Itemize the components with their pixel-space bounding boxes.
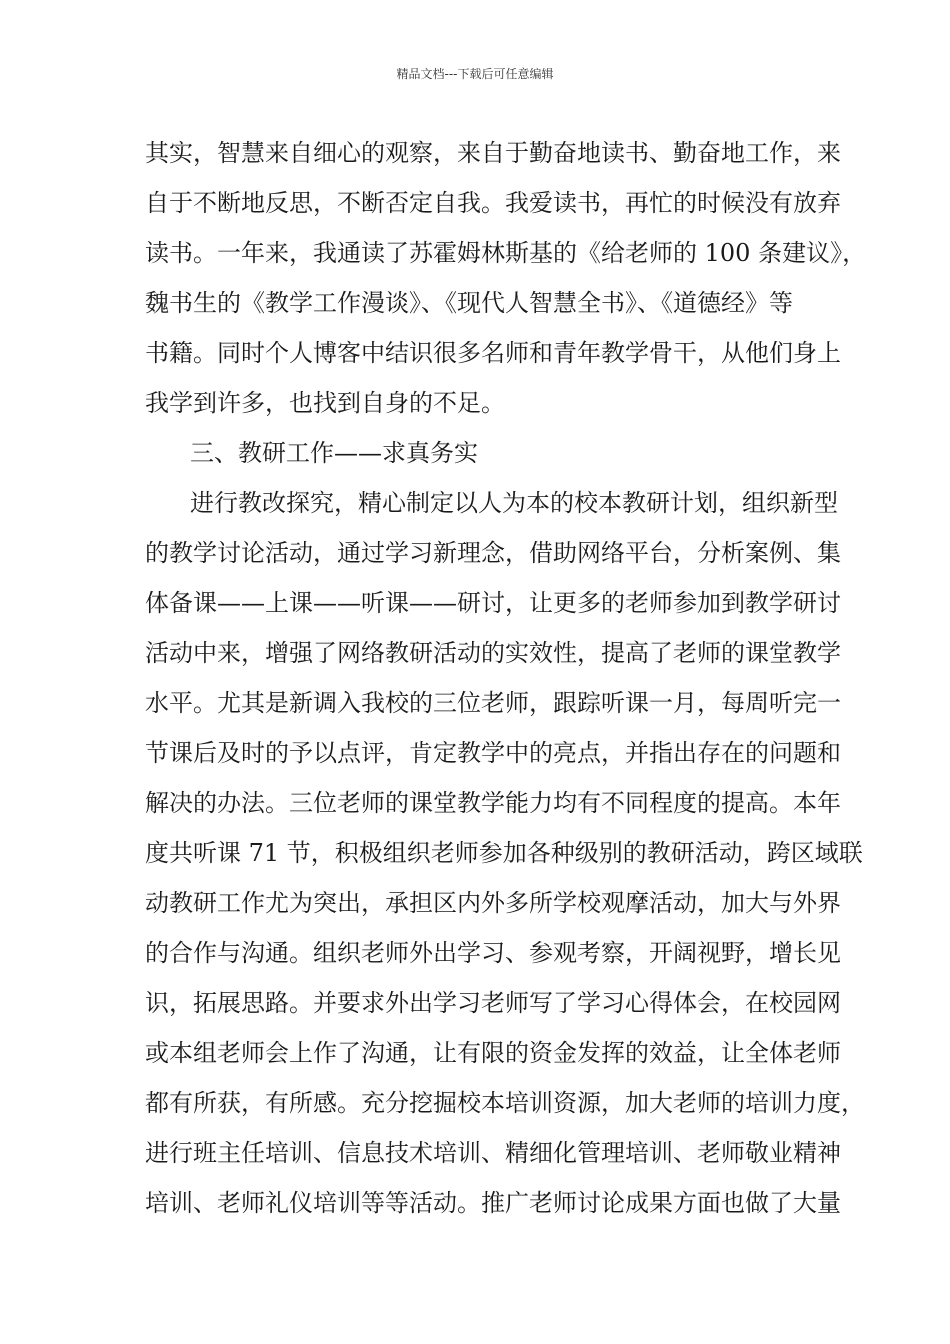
text-line: 活动中来，增强了网络教研活动的实效性，提高了老师的课堂教学	[145, 639, 841, 667]
text-line: 自于不断地反思，不断否定自我。我爱读书，再忙的时候没有放弃	[145, 189, 841, 217]
text-line: 其实，智慧来自细心的观察，来自于勤奋地读书、勤奋地工作，来	[145, 139, 841, 167]
text-line: 我学到许多，也找到自身的不足。	[145, 389, 505, 417]
section-heading: 三、教研工作——求真务实	[190, 439, 478, 467]
text-line: 书籍。同时个人博客中结识很多名师和青年教学骨干，从他们身上	[145, 339, 841, 367]
text-line: 都有所获，有所感。充分挖掘校本培训资源，加大老师的培训力度，	[145, 1089, 865, 1117]
text-line: 培训、老师礼仪培训等等活动。推广老师讨论成果方面也做了大量	[145, 1189, 841, 1217]
text-line: 识，拓展思路。并要求外出学习老师写了学习心得体会，在校园网	[145, 989, 841, 1017]
text-line: 进行班主任培训、信息技术培训、精细化管理培训、老师敬业精神	[145, 1139, 841, 1167]
text-line: 进行教改探究，精心制定以人为本的校本教研计划，组织新型	[190, 489, 838, 517]
text-line: 的合作与沟通。组织老师外出学习、参观考察，开阔视野，增长见	[145, 939, 841, 967]
text-line: 的教学讨论活动，通过学习新理念，借助网络平台，分析案例、集	[145, 539, 841, 567]
document-body	[145, 133, 867, 1233]
text-line: 度共听课 71 节，积极组织老师参加各种级别的教研活动，跨区域联	[145, 839, 863, 867]
text-line: 魏书生的《教学工作漫谈》、《现代人智慧全书》、《道德经》等	[145, 289, 793, 317]
text-line: 读书。一年来，我通读了苏霍姆林斯基的《给老师的 100 条建议》，	[145, 239, 867, 267]
text-line: 节课后及时的予以点评，肯定教学中的亮点，并指出存在的问题和	[145, 739, 841, 767]
page-header: 精品文档---下载后可任意编辑	[396, 67, 554, 81]
text-line: 体备课——上课——听课——研讨，让更多的老师参加到教学研讨	[145, 589, 841, 617]
text-line: 或本组老师会上作了沟通，让有限的资金发挥的效益，让全体老师	[145, 1039, 841, 1067]
text-line: 解决的办法。三位老师的课堂教学能力均有不同程度的提高。本年	[145, 789, 841, 817]
text-line: 动教研工作尤为突出，承担区内外多所学校观摩活动，加大与外界	[145, 889, 841, 917]
text-line: 水平。尤其是新调入我校的三位老师，跟踪听课一月，每周听完一	[145, 689, 841, 717]
